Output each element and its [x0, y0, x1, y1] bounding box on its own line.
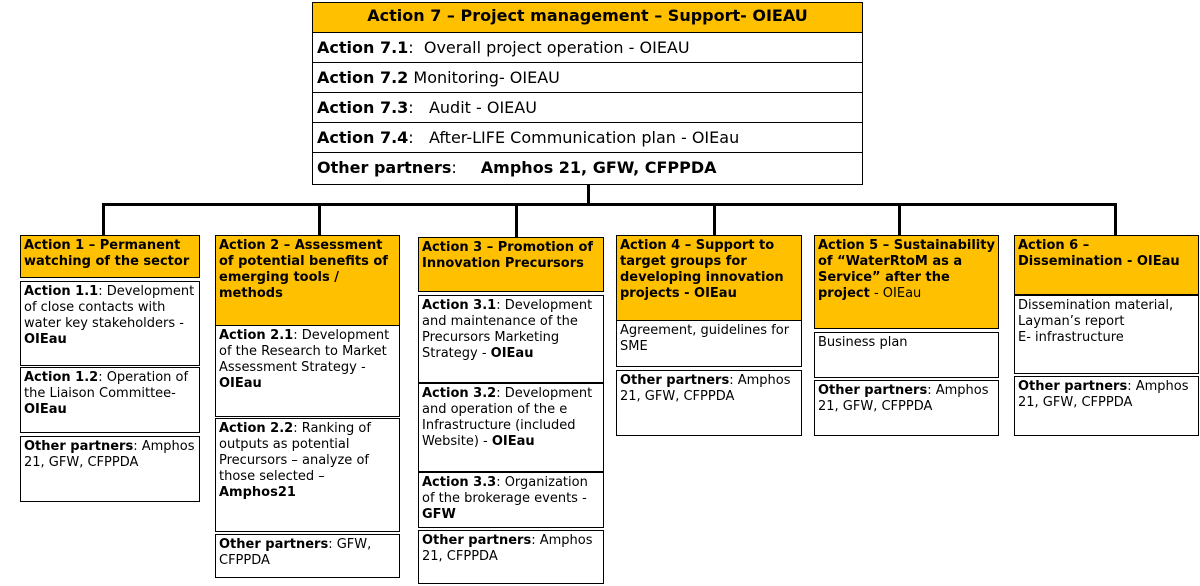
- action7-row-4: [312, 122, 863, 153]
- a3-title-text: Action 3 – Promotion of Innovation Precursors: [422, 240, 594, 271]
- a5-title: [814, 235, 999, 329]
- a6-body: [1014, 295, 1199, 374]
- a5-partners: [814, 380, 999, 436]
- a3-sub-1-text: : Development and maintenance of the Precursors Marketing Strategy -: [422, 298, 593, 361]
- a1-partners-label: Other partners: [24, 439, 134, 454]
- a2-sub-1-text: : Development of the Research to Market Assessment Strategy -: [219, 328, 390, 375]
- a2-sub-2-text: : Ranking of outputs as potential Precursors – analyze of those selected –: [219, 421, 371, 484]
- a4-body-text: Agreement, guidelines for SME: [620, 323, 790, 354]
- a3-sub-3-label: Action 3.3: [422, 475, 497, 490]
- a3-sub-3-text: : Organization of the brokerage events -: [422, 475, 588, 506]
- action7-row-1-sep: :: [408, 38, 414, 57]
- a2-partners-text: : GFW, CFPPDA: [219, 537, 372, 568]
- action7-row-2: [312, 62, 863, 93]
- a3-sub-1-org: OIEau: [490, 346, 534, 361]
- a5-partners-label: Other partners: [818, 383, 928, 398]
- a1-sub-2-text: : Operation of the Liaison Committee-: [24, 370, 189, 401]
- a5-partners-text: : Amphos 21, GFW, CFPPDA: [818, 383, 989, 414]
- a1-title-text: Action 1 – Permanent watching of the sector: [24, 238, 190, 269]
- a3-sub-2: [418, 383, 604, 472]
- action7-row-4-text: After-LIFE Communication plan - OIEau: [413, 128, 740, 147]
- a2-sub-2-label: Action 2.2: [219, 421, 294, 436]
- a1-sub-2-org: OIEau: [24, 402, 67, 417]
- connector-drop-a3: [515, 203, 518, 237]
- a5-body: [814, 332, 999, 378]
- a3-sub-3-org: GFW: [422, 507, 456, 522]
- a1-sub-1-text: : Development of close contacts with water key stakeholders -: [24, 284, 195, 331]
- a3-title: [418, 237, 604, 292]
- a2-partners-label: Other partners: [219, 537, 329, 552]
- a4-title-org: OIEau: [694, 286, 737, 301]
- a4-partners: [616, 370, 802, 436]
- a2-title: [215, 235, 400, 326]
- a1-sub-1-org: OIEau: [24, 332, 67, 347]
- a2-sub-2-org: Amphos21: [219, 485, 296, 500]
- action7-row-3-sep: :: [408, 98, 414, 117]
- a6-body-line-1: Dissemination material,: [1018, 298, 1174, 313]
- action7-row-4-label: Action 7.4: [317, 128, 409, 147]
- action7-partners-sep: :: [451, 158, 457, 177]
- a2-sub-1: [215, 325, 400, 417]
- a3-sub-2-org: OIEau: [491, 434, 535, 449]
- action7-partners-label: Other partners: [317, 158, 452, 177]
- a3-sub-3: [418, 472, 604, 528]
- connector-trunk: [587, 185, 590, 204]
- action7-row-3-text: Audit - OIEAU: [413, 98, 537, 117]
- a3-sub-1-label: Action 3.1: [422, 298, 497, 313]
- connector-drop-a5: [898, 203, 901, 235]
- a5-title-org: - OIEau: [869, 286, 922, 301]
- a6-body-line-3: E- infrastructure: [1018, 330, 1124, 345]
- a6-body-line-2: Layman’s report: [1018, 314, 1125, 329]
- a2-sub-1-org: OIEau: [219, 376, 262, 391]
- a2-sub-2: [215, 418, 400, 532]
- action7-title-text: Action 7 – Project management – Support- OIEAU: [367, 6, 808, 25]
- a1-sub-2: [20, 367, 200, 433]
- a2-partners: [215, 534, 400, 578]
- a3-sub-2-text: : Development and operation of the e Infrastructure (included Website) -: [422, 386, 593, 449]
- a6-partners-label: Other partners: [1018, 379, 1128, 394]
- action7-partners-value: Amphos 21, GFW, CFPPDA: [480, 158, 717, 177]
- a3-partners: [418, 530, 604, 584]
- a3-sub-1: [418, 295, 604, 383]
- action7-row-4-sep: :: [408, 128, 414, 147]
- a1-sub-2-label: Action 1.2: [24, 370, 99, 385]
- connector-drop-a4: [713, 203, 716, 235]
- action7-row-2-label: Action 7.2: [317, 68, 409, 87]
- a1-sub-1-label: Action 1.1: [24, 284, 99, 299]
- a4-partners-text: : Amphos 21, GFW, CFPPDA: [620, 373, 791, 404]
- a4-partners-label: Other partners: [620, 373, 730, 388]
- a1-title: [20, 235, 200, 278]
- a2-sub-1-label: Action 2.1: [219, 328, 294, 343]
- connector-drop-a1: [102, 203, 105, 235]
- a5-title-text: Action 5 – Sustainability of “WaterRtoM as a Service” after the project: [818, 238, 995, 301]
- connector-drop-a6: [1114, 203, 1117, 235]
- a4-body: [616, 320, 802, 367]
- a6-title-text: Action 6 – Dissemination - OIEau: [1018, 238, 1180, 269]
- connector-drop-a2: [318, 203, 321, 235]
- a4-title-text: Action 4 – Support to target groups for developing innovation projects -: [620, 238, 784, 301]
- a5-body-text: Business plan: [818, 335, 908, 350]
- a2-title-text: Action 2 – Assessment of potential benefits of emerging tools / methods: [219, 238, 388, 301]
- a3-partners-label: Other partners: [422, 533, 532, 548]
- action7-partners: [312, 152, 863, 185]
- a6-partners: [1014, 376, 1199, 436]
- action7-row-3: [312, 92, 863, 123]
- a3-sub-2-label: Action 3.2: [422, 386, 497, 401]
- a4-title: [616, 235, 802, 321]
- a1-partners-text: : Amphos 21, GFW, CFPPDA: [24, 439, 195, 470]
- action7-row-3-label: Action 7.3: [317, 98, 409, 117]
- a6-title: [1014, 235, 1199, 295]
- connector-bus: [102, 203, 1117, 206]
- action7-row-1-text: Overall project operation - OIEAU: [413, 38, 690, 57]
- action7-row-1-label: Action 7.1: [317, 38, 409, 57]
- action7-row-1: [312, 32, 863, 63]
- a3-partners-text: : Amphos 21, CFPPDA: [422, 533, 593, 564]
- a1-partners: [20, 436, 200, 502]
- action7-title: [312, 2, 863, 33]
- action7-row-2-text: Monitoring- OIEAU: [408, 68, 560, 87]
- a6-partners-text: : Amphos 21, GFW, CFPPDA: [1018, 379, 1189, 410]
- a1-sub-1: [20, 281, 200, 366]
